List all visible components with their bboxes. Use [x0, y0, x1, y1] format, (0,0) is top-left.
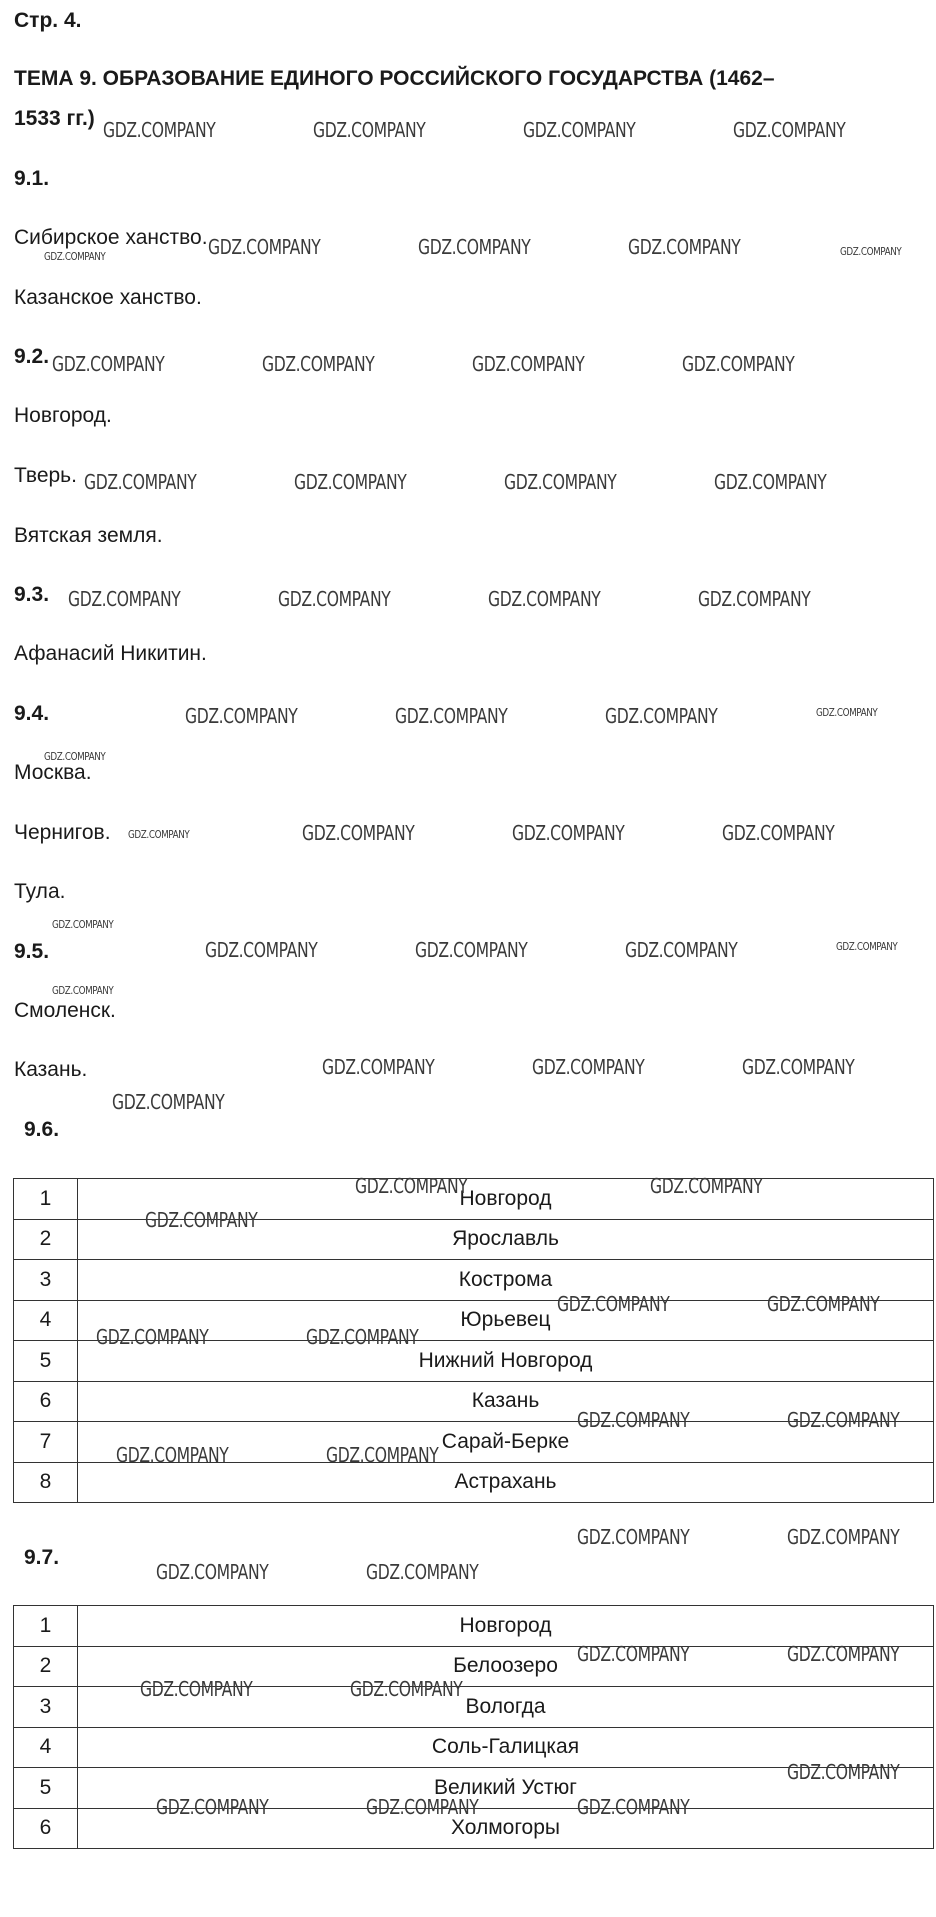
watermark-text: GDZ.COMPANY [742, 1055, 855, 1079]
page-number: Стр. 4. [14, 9, 82, 32]
row-number: 6 [14, 1381, 78, 1422]
watermark-text: GDZ.COMPANY [44, 250, 106, 263]
row-city: Нижний Новгород [78, 1341, 934, 1382]
row-number: 2 [14, 1219, 78, 1260]
row-number: 5 [14, 1341, 78, 1382]
row-number: 1 [14, 1179, 78, 1220]
watermark-text: GDZ.COMPANY [472, 352, 585, 376]
answer-9-1-b: Казанское ханство. [14, 286, 202, 309]
watermark-text: GDZ.COMPANY [488, 587, 601, 611]
section-label-9-7: 9.7. [24, 1546, 60, 1569]
row-city: Юрьевец [78, 1300, 934, 1341]
watermark-text: GDZ.COMPANY [650, 1174, 763, 1198]
watermark-text: GDZ.COMPANY [733, 118, 846, 142]
answer-9-3-a: Афанасий Никитин. [14, 642, 207, 665]
answer-9-4-a: Москва. [14, 761, 92, 784]
row-city: Холмогоры [78, 1808, 934, 1849]
row-number: 1 [14, 1606, 78, 1647]
watermark-text: GDZ.COMPANY [605, 704, 718, 728]
watermark-text: GDZ.COMPANY [302, 821, 415, 845]
watermark-text: GDZ.COMPANY [532, 1055, 645, 1079]
watermark-text: GDZ.COMPANY [68, 587, 181, 611]
row-number: 3 [14, 1687, 78, 1728]
watermark-text: GDZ.COMPANY [278, 587, 391, 611]
watermark-text: GDZ.COMPANY [112, 1090, 225, 1114]
section-label-9-1: 9.1. [14, 167, 50, 190]
row-number: 6 [14, 1808, 78, 1849]
row-number: 4 [14, 1727, 78, 1768]
watermark-text: GDZ.COMPANY [557, 1292, 670, 1316]
watermark-text: GDZ.COMPANY [628, 235, 741, 259]
watermark-text: GDZ.COMPANY [208, 235, 321, 259]
section-label-9-3: 9.3. [14, 583, 50, 606]
watermark-text: GDZ.COMPANY [96, 1325, 209, 1349]
watermark-text: GDZ.COMPANY [504, 470, 617, 494]
watermark-text: GDZ.COMPANY [366, 1795, 479, 1819]
row-number: 8 [14, 1462, 78, 1503]
watermark-text: GDZ.COMPANY [355, 1174, 468, 1198]
row-city: Соль-Галицкая [78, 1727, 934, 1768]
watermark-text: GDZ.COMPANY [523, 118, 636, 142]
answer-9-2-b: Тверь. [14, 464, 77, 487]
watermark-text: GDZ.COMPANY [140, 1677, 253, 1701]
watermark-text: GDZ.COMPANY [313, 118, 426, 142]
watermark-text: GDZ.COMPANY [787, 1642, 900, 1666]
watermark-text: GDZ.COMPANY [836, 940, 898, 953]
row-city: Астрахань [78, 1462, 934, 1503]
watermark-text: GDZ.COMPANY [205, 938, 318, 962]
row-number: 2 [14, 1646, 78, 1687]
watermark-text: GDZ.COMPANY [787, 1408, 900, 1432]
section-label-9-2: 9.2. [14, 345, 50, 368]
watermark-text: GDZ.COMPANY [52, 918, 114, 931]
answer-9-2-c: Вятская земля. [14, 524, 163, 547]
watermark-text: GDZ.COMPANY [294, 470, 407, 494]
topic-title-line2: 1533 гг.) [14, 107, 95, 130]
watermark-text: GDZ.COMPANY [326, 1443, 439, 1467]
row-city: Великий Устюг [78, 1768, 934, 1809]
row-city: Новгород [78, 1606, 934, 1647]
watermark-text: GDZ.COMPANY [625, 938, 738, 962]
watermark-text: GDZ.COMPANY [577, 1795, 690, 1819]
answer-9-1-a: Сибирское ханство. [14, 226, 208, 249]
answer-9-5-b: Казань. [14, 1058, 88, 1081]
watermark-text: GDZ.COMPANY [577, 1408, 690, 1432]
watermark-text: GDZ.COMPANY [156, 1795, 269, 1819]
watermark-text: GDZ.COMPANY [577, 1525, 690, 1549]
watermark-text: GDZ.COMPANY [395, 704, 508, 728]
table-row [14, 1606, 934, 1647]
section-label-9-6: 9.6. [24, 1118, 60, 1141]
answer-9-5-a: Смоленск. [14, 999, 116, 1022]
row-number: 7 [14, 1422, 78, 1463]
watermark-text: GDZ.COMPANY [262, 352, 375, 376]
watermark-text: GDZ.COMPANY [84, 470, 197, 494]
watermark-text: GDZ.COMPANY [840, 245, 902, 258]
watermark-text: GDZ.COMPANY [787, 1525, 900, 1549]
row-city: Новгород [78, 1179, 934, 1220]
watermark-text: GDZ.COMPANY [103, 118, 216, 142]
table-row [14, 1462, 934, 1503]
watermark-text: GDZ.COMPANY [418, 235, 531, 259]
topic-title-line1: ТЕМА 9. ОБРАЗОВАНИЕ ЕДИНОГО РОССИЙСКОГО ГОСУДАРСТВА (1462– [14, 67, 775, 90]
watermark-text: GDZ.COMPANY [156, 1560, 269, 1584]
watermark-text: GDZ.COMPANY [116, 1443, 229, 1467]
row-city: Белоозеро [78, 1646, 934, 1687]
watermark-text: GDZ.COMPANY [415, 938, 528, 962]
watermark-text: GDZ.COMPANY [577, 1642, 690, 1666]
watermark-text: GDZ.COMPANY [787, 1760, 900, 1784]
watermark-text: GDZ.COMPANY [145, 1208, 258, 1232]
row-number: 5 [14, 1768, 78, 1809]
row-number: 4 [14, 1300, 78, 1341]
watermark-text: GDZ.COMPANY [306, 1325, 419, 1349]
section-label-9-4: 9.4. [14, 702, 50, 725]
watermark-text: GDZ.COMPANY [128, 828, 190, 841]
row-number: 3 [14, 1260, 78, 1301]
watermark-text: GDZ.COMPANY [185, 704, 298, 728]
row-city: Сарай-Берке [78, 1422, 934, 1463]
watermark-text: GDZ.COMPANY [52, 352, 165, 376]
watermark-text: GDZ.COMPANY [52, 984, 114, 997]
row-city: Вологда [78, 1687, 934, 1728]
watermark-text: GDZ.COMPANY [366, 1560, 479, 1584]
watermark-text: GDZ.COMPANY [512, 821, 625, 845]
watermark-text: GDZ.COMPANY [767, 1292, 880, 1316]
section-label-9-5: 9.5. [14, 940, 50, 963]
answer-9-4-c: Тула. [14, 880, 66, 903]
watermark-text: GDZ.COMPANY [682, 352, 795, 376]
answer-9-4-b: Чернигов. [14, 821, 111, 844]
watermark-text: GDZ.COMPANY [350, 1677, 463, 1701]
watermark-text: GDZ.COMPANY [816, 706, 878, 719]
watermark-text: GDZ.COMPANY [722, 821, 835, 845]
row-city: Кострома [78, 1260, 934, 1301]
row-city: Ярославль [78, 1219, 934, 1260]
watermark-text: GDZ.COMPANY [698, 587, 811, 611]
row-city: Казань [78, 1381, 934, 1422]
watermark-text: GDZ.COMPANY [322, 1055, 435, 1079]
watermark-text: GDZ.COMPANY [44, 750, 106, 763]
watermark-text: GDZ.COMPANY [714, 470, 827, 494]
answer-9-2-a: Новгород. [14, 404, 112, 427]
